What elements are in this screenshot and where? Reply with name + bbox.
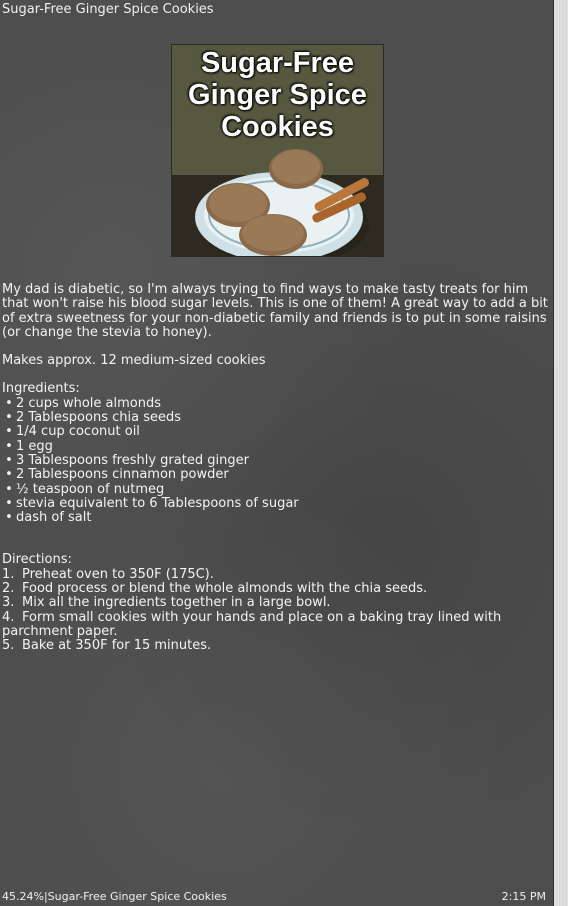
list-item: 4. Form small cookies with your hands and place on a baking tray lined with parchment paper. [2,609,502,639]
list-item: 1. Preheat oven to 350F (175C). [2,566,214,582]
list-item: • stevia equivalent to 6 Tablespoons of sugar [2,497,550,511]
directions-list [2,568,550,654]
list-item: • 2 cups whole almonds [2,397,550,411]
book-title: Sugar-Free Ginger Spice Cookies [2,2,214,17]
recipe-image [171,44,384,257]
intro-paragraph: My dad is diabetic, so I'm always trying to find ways to make tasty treats for him that won't raise his blood sugar levels. This is one of them! A great way to add a bit of extra sweetness for your non-diabetic family and friends is to put in some raisins (or change the stevia to honey). [2,282,548,340]
list-item: 2. Food process or blend the whole almonds with the chia seeds. [2,581,428,597]
list-item: • ½ teaspoon of nutmeg [2,483,550,497]
list-item: • 2 Tablespoons chia seeds [2,411,550,425]
list-item: • dash of salt [2,511,550,525]
recipe-image-title: Sugar-Free Ginger Spice Cookies [188,47,367,143]
bullet-icon: • [5,510,13,526]
bullet-icon: • [5,467,13,483]
list-item: • 1/4 cup coconut oil [2,425,550,439]
bullet-icon: • [5,395,13,411]
list-item: • 3 Tablespoons freshly grated ginger [2,454,550,468]
bullet-icon: • [5,438,13,454]
list-item: 5. Bake at 350F for 15 minutes. [2,638,212,654]
list-item: • 2 Tablespoons cinnamon powder [2,468,550,482]
page-stack-edge [553,0,568,906]
ingredients-list [2,397,550,526]
reading-progress: 45.24%|Sugar-Free Ginger Spice Cookies [2,890,227,903]
recipe-content [2,283,550,654]
clock: 2:15 PM [501,890,546,903]
bullet-icon: • [5,410,13,426]
bullet-icon: • [5,495,13,511]
bullet-icon: • [5,481,13,497]
directions-heading: Directions: [2,552,72,568]
bullet-icon: • [5,452,13,468]
yield-text: Makes approx. 12 medium-sized cookies [2,353,266,369]
footer-book-title: Sugar-Free Ginger Spice Cookies [47,890,227,903]
reader-status-bar [0,888,554,906]
list-item: 3. Mix all the ingredients together in a large bowl. [2,595,331,611]
bullet-icon: • [5,424,13,440]
ingredients-heading: Ingredients: [2,381,80,397]
list-item: • 1 egg [2,440,550,454]
progress-percent: 45.24% [2,890,44,903]
